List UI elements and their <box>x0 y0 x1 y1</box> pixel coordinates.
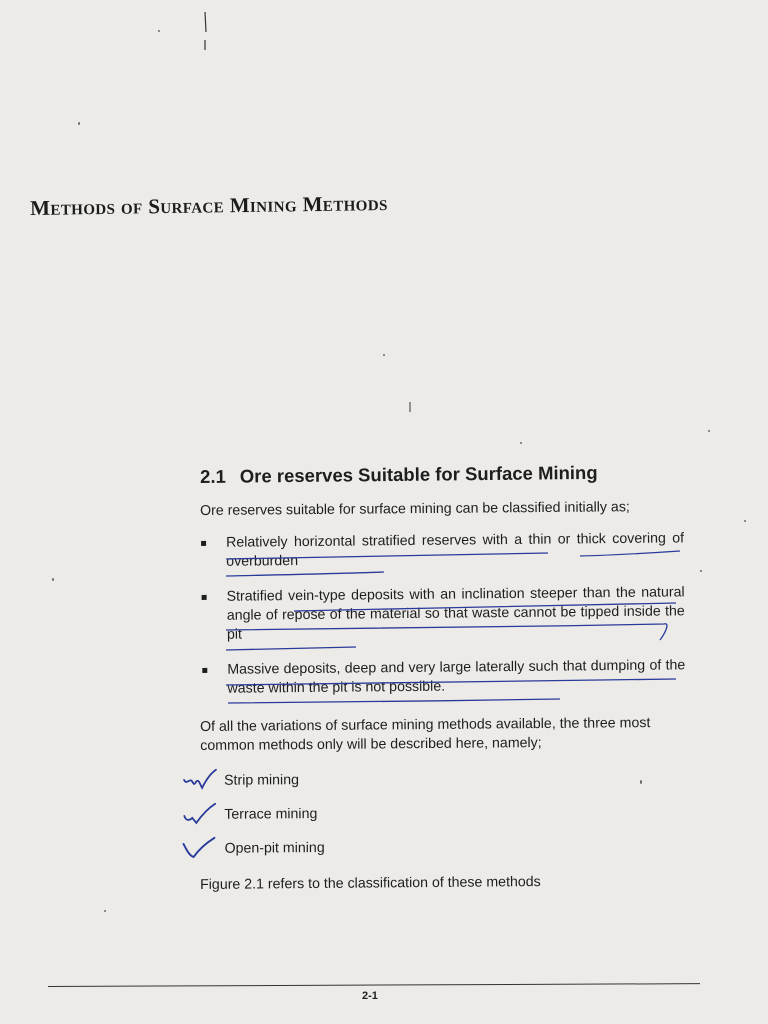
footer-rule <box>48 983 700 987</box>
scan-speck <box>520 442 522 444</box>
scan-speck <box>708 430 710 432</box>
list-item <box>199 583 686 645</box>
scan-speck <box>640 780 642 784</box>
checkmark-icon <box>182 836 218 860</box>
scan-speck <box>158 30 160 32</box>
intro-paragraph: Ore reserves suitable for surface mining can be classified initially as; <box>200 499 630 519</box>
bullet-text: Relatively horizontal stratified reserves with a thin or thick covering of overburden <box>226 530 685 570</box>
bullet-marker-icon <box>202 595 207 600</box>
checkmark-icon <box>182 768 218 792</box>
scan-speck <box>744 520 746 522</box>
scan-speck <box>78 122 80 125</box>
methods-list <box>182 771 325 874</box>
bullet-marker-icon <box>201 541 206 546</box>
list-item <box>182 805 324 840</box>
list-item <box>182 839 324 874</box>
list-item <box>199 656 685 699</box>
checkmark-icon <box>182 802 218 826</box>
section-number: 2.1 <box>200 465 226 487</box>
scan-speck <box>383 354 385 356</box>
list-item <box>182 771 324 806</box>
bullet-marker-icon <box>202 668 207 673</box>
section-heading <box>200 462 598 488</box>
methods-paragraph: Of all the variations of surface mining methods available, the three most common methods only will be described here, namely; <box>200 715 651 754</box>
bullet-text: Stratified vein-type deposits with an inclination steeper than the natural angle of repose of the material so that waste cannot be tipped inside the pit <box>226 584 685 643</box>
chapter-title: Methods of Surface Mining Methods <box>30 191 388 220</box>
bullet-text: Massive deposits, deep and very large laterally such that dumping of the waste within the pit is not possible. <box>227 657 686 697</box>
method-label: Terrace mining <box>224 806 318 823</box>
method-label: Open-pit mining <box>224 840 325 857</box>
method-label: Strip mining <box>224 772 300 789</box>
reserve-types-list <box>198 529 686 715</box>
section-title: Ore reserves Suitable for Surface Mining <box>239 461 598 487</box>
list-item <box>198 529 684 572</box>
page-number: 2-1 <box>362 990 378 1002</box>
figure-reference: Figure 2.1 refers to the classification of these methods <box>200 874 541 893</box>
scan-speck <box>700 570 702 572</box>
scan-speck <box>104 910 106 912</box>
scan-speck <box>52 578 54 581</box>
